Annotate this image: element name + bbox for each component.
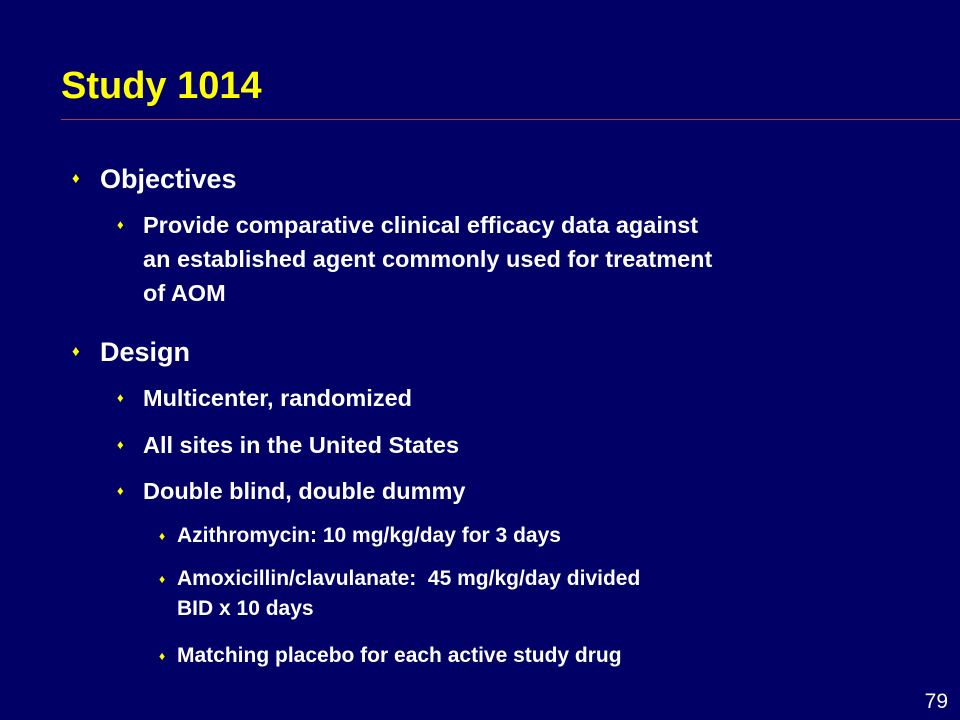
bullet-objectives: [72, 163, 237, 195]
bullet-design-item: [117, 381, 412, 415]
bullet-text-line: Matching placebo for each active study drug: [177, 644, 622, 667]
bullet-design-subitem: [159, 641, 622, 671]
diamond-bullet-icon: ♦: [117, 483, 124, 498]
diamond-bullet-icon: ♦: [72, 343, 80, 360]
slide-title: Study 1014: [61, 65, 262, 107]
bullet-design: [72, 336, 191, 368]
bullet-objectives-item: [117, 208, 713, 310]
diamond-bullet-icon: ♦: [159, 572, 166, 586]
diamond-bullet-icon: ♦: [159, 649, 166, 663]
diamond-bullet-icon: ♦: [117, 437, 124, 452]
bullet-design-item: [117, 474, 466, 508]
bullet-text-line: of AOM: [143, 280, 226, 306]
bullet-text-line: BID x 10 days: [177, 597, 314, 620]
bullet-text-line: Amoxicillin/clavulanate: 45 mg/kg/day divided: [177, 567, 641, 590]
bullet-design-subitem: [159, 521, 561, 551]
diamond-bullet-icon: ♦: [72, 170, 80, 187]
bullet-design-label: Design: [100, 337, 191, 367]
bullet-design-subitem: [159, 564, 641, 624]
slide-page-number: 79: [924, 690, 948, 713]
diamond-bullet-icon: ♦: [117, 217, 124, 232]
bullet-text-line: All sites in the United States: [143, 432, 460, 458]
bullet-objectives-label: Objectives: [100, 164, 237, 194]
bullet-text-line: an established agent commonly used for treatment: [143, 246, 713, 272]
bullet-text-line: Provide comparative clinical efficacy data against: [143, 212, 699, 238]
bullet-text-line: Azithromycin: 10 mg/kg/day for 3 days: [177, 524, 561, 547]
bullet-text-line: Double blind, double dummy: [143, 478, 466, 504]
bullet-text-line: Multicenter, randomized: [143, 385, 412, 411]
diamond-bullet-icon: ♦: [117, 390, 124, 405]
bullet-design-item: [117, 428, 460, 462]
diamond-bullet-icon: ♦: [159, 529, 166, 543]
